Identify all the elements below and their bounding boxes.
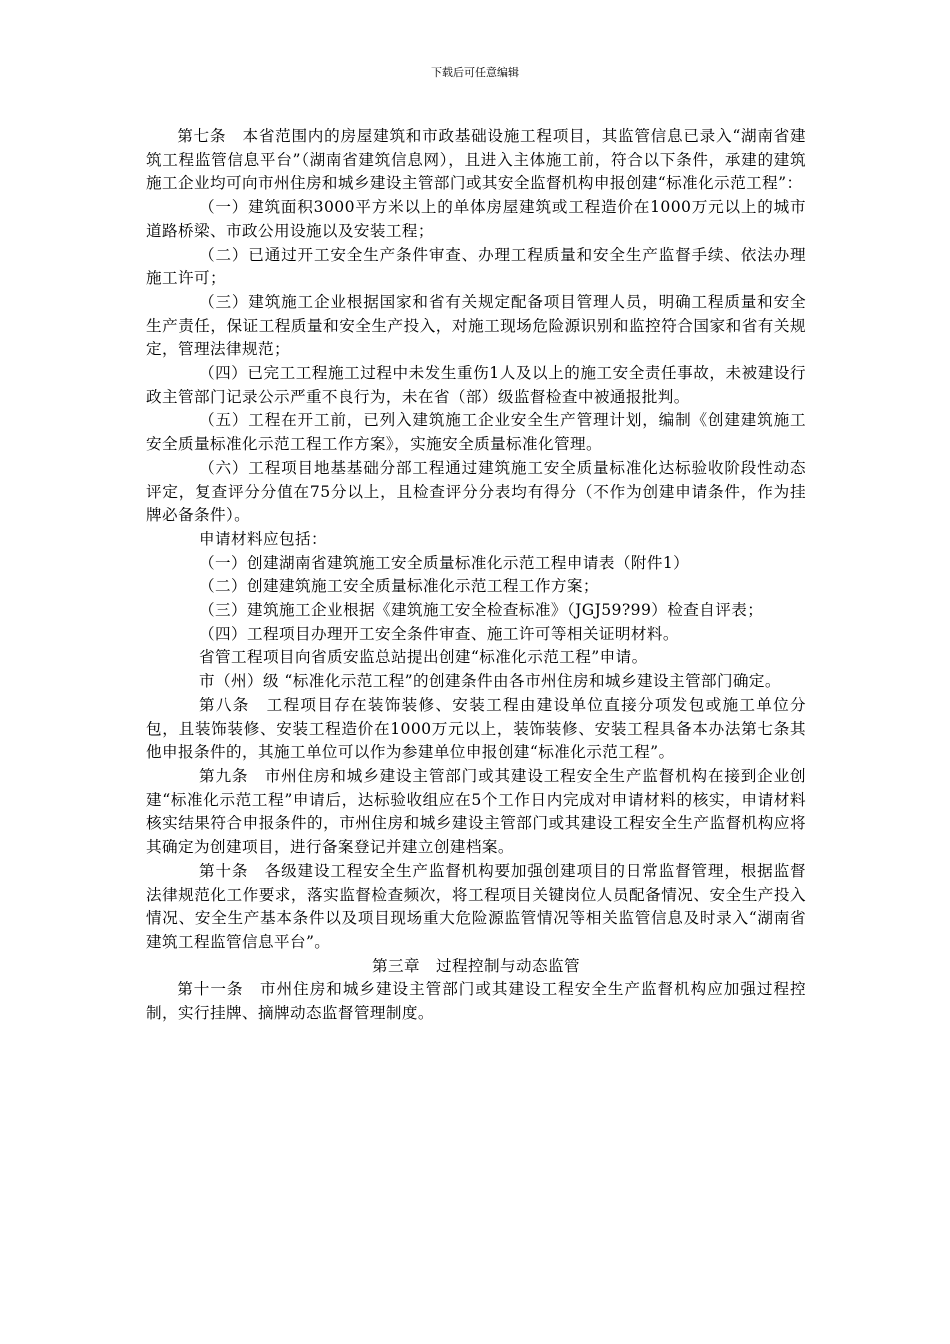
- paragraph: （一）创建湖南省建筑施工安全质量标准化示范工程申请表（附件1）: [199, 553, 690, 572]
- document-body: [146, 125, 806, 1026]
- paragraph: （四）已完工工程施工过程中未发生重伤1人及以上的施工安全责任事故，未被建设行政主管部门记录公示严重不良行为，未在省（部）级监督检查中被通报批判。: [146, 364, 806, 406]
- paragraph: （三）建筑施工企业根据《建筑施工安全检查标准》（JGJ59?99）检查自评表；: [199, 601, 764, 620]
- paragraph: （二）创建建筑施工安全质量标准化示范工程工作方案；: [199, 577, 599, 596]
- paragraph: （六）工程项目地基基础分部工程通过建筑施工安全质量标准化达标验收阶段性动态评定，复查评分分值在75分以上，且检查评分分表均有得分（不作为创建申请条件，作为挂牌必备条件）。: [146, 458, 806, 525]
- paragraph: （一）建筑面积3000平方米以上的单体房屋建筑或工程造价在1000万元以上的城市道路桥梁、市政公用设施以及安装工程；: [146, 198, 806, 240]
- paragraph: 申请材料应包括：: [199, 529, 327, 548]
- paragraph: （三）建筑施工企业根据国家和省有关规定配备项目管理人员，明确工程质量和安全生产责任，保证工程质量和安全生产投入，对施工现场危险源识别和监控符合国家和省有关规定，管理法律规范；: [146, 292, 806, 359]
- paragraph: 第八条 工程项目存在装饰装修、安装工程由建设单位直接分项发包或施工单位分包，且装饰装修、安装工程造价在1000万元以上，装饰装修、安装工程具备本办法第七条其他申报条件的，其施工单位可以作为参建单位申报创建“标准化示范工程”。: [146, 695, 806, 762]
- paragraph: 第十条 各级建设工程安全生产监督机构要加强创建项目的日常监督管理，根据监督法律规范化工作要求，落实监督检查频次，将工程项目关键岗位人员配备情况、安全生产投入情况、安全生产基本条件以及项目现场重大危险源监管情况等相关监管信息及时录入“湖南省建筑工程监管信息平台”。: [146, 861, 806, 951]
- paragraph: 第七条 本省范围内的房屋建筑和市政基础设施工程项目，其监管信息已录入“湖南省建筑工程监管信息平台”（湖南省建筑信息网），且进入主体施工前，符合以下条件，承建的建筑施工企业均可向市州住房和城乡建设主管部门或其安全监督机构申报创建“标准化示范工程”：: [146, 127, 806, 193]
- page-header: 下载后可任意编辑: [431, 66, 519, 79]
- paragraph: 第九条 市州住房和城乡建设主管部门或其建设工程安全生产监督机构在接到企业创建“标准化示范工程”申请后，达标验收组应在5个工作日内完成对申请材料的核实，申请材料核实结果符合申报条件的，市州住房和城乡建设主管部门或其建设工程安全生产监督机构应将其确定为创建项目，进行备案登记并建立创建档案。: [146, 766, 806, 857]
- chapter-heading: 第三章 过程控制与动态监管: [372, 956, 580, 975]
- paragraph: （四）工程项目办理开工安全条件审查、施工许可等相关证明材料。: [199, 624, 679, 643]
- paragraph: 第十一条 市州住房和城乡建设主管部门或其建设工程安全生产监督机构应加强过程控制，实行挂牌、摘牌动态监督管理制度。: [146, 980, 806, 1023]
- paragraph: （二）已通过开工安全生产条件审查、办理工程质量和安全生产监督手续、依法办理施工许可；: [146, 245, 806, 288]
- paragraph: 市（州）级 “标准化示范工程”的创建条件由各市州住房和城乡建设主管部门确定。: [199, 672, 781, 691]
- paragraph: （五）工程在开工前，已列入建筑施工企业安全生产管理计划，编制《创建建筑施工安全质量标准化示范工程工作方案》，实施安全质量标准化管理。: [146, 411, 806, 454]
- paragraph: 省管工程项目向省质安监总站提出创建“标准化示范工程”申请。: [199, 648, 648, 667]
